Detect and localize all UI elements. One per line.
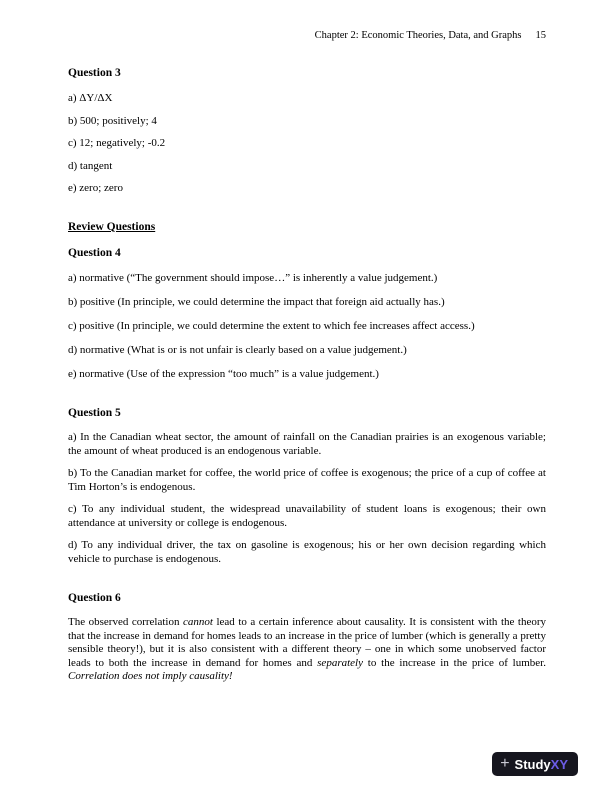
running-header — [68, 30, 546, 41]
question-6-answer — [68, 616, 546, 684]
answer-line: a) ΔY/ΔX — [68, 92, 113, 104]
answer-line: d) tangent — [68, 159, 113, 172]
answer-line: e) normative (Use of the expression “too much” is a value judgement.) — [68, 368, 379, 380]
answer-line: c) 12; negatively; -0.2 — [68, 137, 166, 149]
answer-text-segment: The observed correlation — [68, 616, 184, 628]
chapter-title: Chapter 2: Economic Theories, Data, and Graphs — [314, 30, 522, 41]
answer-paragraph: c) To any individual student, the widespread unavailability of student loans is exogenous; their own attendance at university or college is endogenous. — [68, 503, 546, 529]
answer-line: b) positive (In principle, we could determine the impact that foreign aid actually has.) — [68, 296, 445, 308]
answer-paragraph: b) To the Canadian market for coffee, the world price of coffee is exogenous; the price of a cup of coffee at Tim Horton’s is endogenous. — [68, 467, 546, 493]
answer-paragraph: a) In the Canadian wheat sector, the amount of rainfall on the Canadian prairies is an exogenous variable; the amount of wheat produced is an endogenous variable. — [68, 431, 546, 457]
logo-text-study: Study — [514, 756, 551, 772]
question-5-heading: Question 5 — [68, 407, 121, 419]
plus-icon: + — [500, 755, 510, 772]
answer-text-segment: lead to a certain inference about causality. It is consistent with the theory that the increase in demand for homes leads to an increase in the price of lumber (which is generally a pretty sensible theory!), but it is also consistent with a different theory – one in which some unobserved factor leads to both the increase in demand for homes and — [68, 616, 547, 669]
question-4-heading: Question 4 — [68, 247, 121, 259]
answer-line: a) normative (“The government should impose…” is inherently a value judgement.) — [68, 272, 438, 284]
logo-text-xy: XY — [550, 756, 568, 772]
review-questions-heading: Review Questions — [68, 221, 156, 233]
answer-line: e) zero; zero — [68, 182, 123, 194]
answer-paragraph: d) To any individual driver, the tax on gasoline is exogenous; his or her own decision regarding which vehicle to purchase is endogenous. — [68, 539, 546, 565]
answer-text-segment-italic: cannot — [183, 616, 213, 628]
question-3-heading: Question 3 — [68, 67, 121, 79]
answer-line: d) normative (What is or is not unfair is clearly based on a value judgement.) — [68, 344, 407, 356]
question-6-heading: Question 6 — [68, 592, 121, 604]
page-number: 15 — [535, 30, 546, 41]
answer-line: b) 500; positively; 4 — [68, 114, 157, 127]
studyxy-logo — [492, 752, 578, 776]
answer-text-segment: to the increase in the price of lumber. — [362, 656, 546, 669]
answer-line: c) positive (In principle, we could determine the extent to which fee increases affect access.) — [68, 320, 475, 332]
question-3-answers — [68, 92, 546, 195]
question-5-answers — [68, 431, 546, 566]
answer-text-segment-italic: separately — [317, 656, 363, 669]
question-4-answers — [68, 272, 546, 381]
answer-text-segment-italic: Correlation does not imply causality! — [68, 670, 233, 682]
